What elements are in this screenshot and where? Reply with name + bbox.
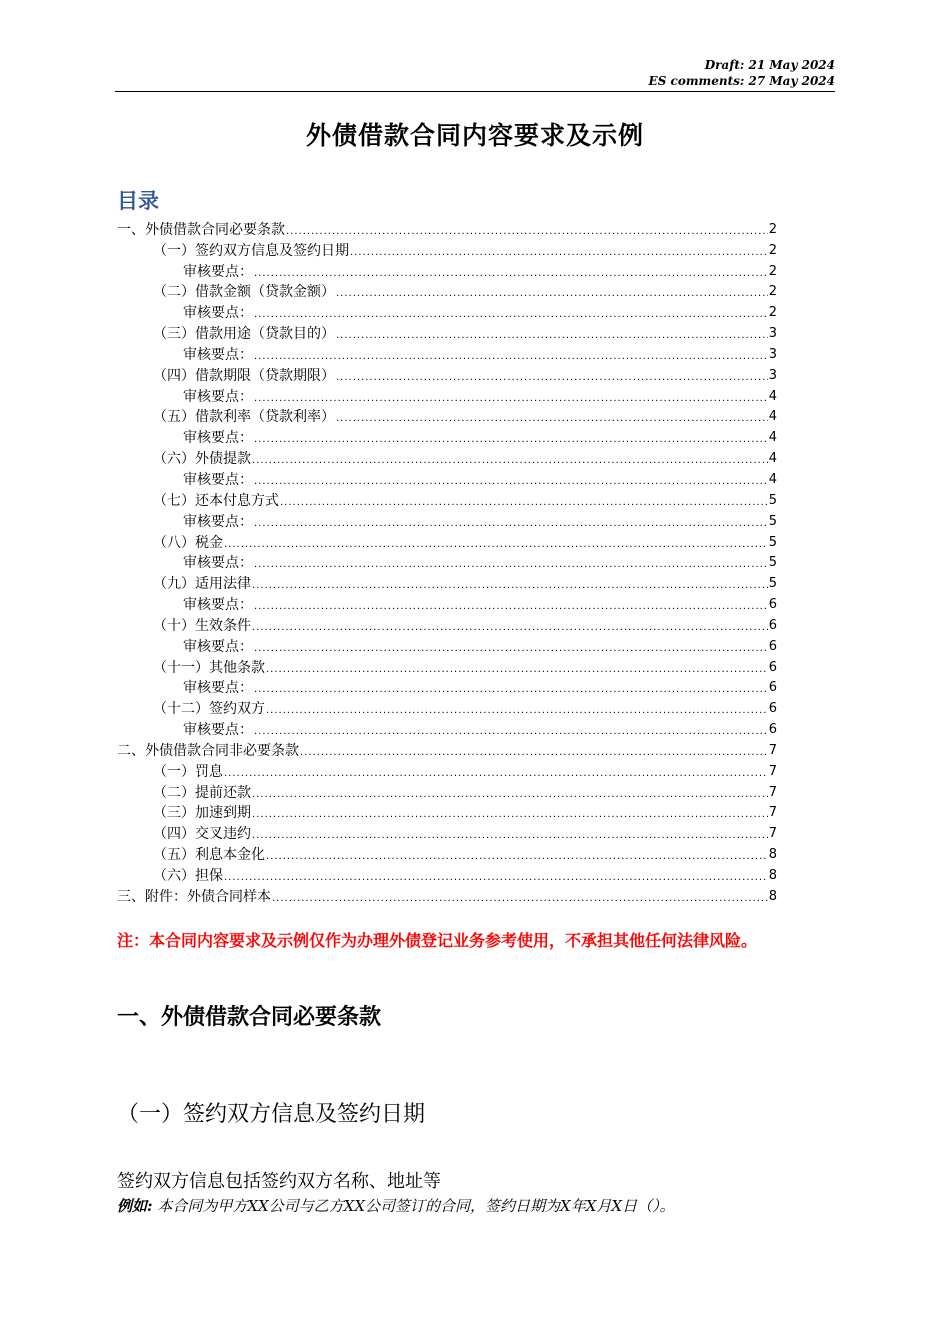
toc-entry-label: 审核要点： xyxy=(183,430,253,447)
toc-entry-label: （十一）其他条款 xyxy=(153,659,265,676)
toc-entry-label: （四）借款期限（贷款期限） xyxy=(153,367,335,384)
example-lead: 例如: xyxy=(117,1197,153,1215)
toc-entry-page: 7 xyxy=(768,763,777,779)
toc-leader-dots xyxy=(254,308,768,322)
toc-leader-dots xyxy=(254,642,768,656)
toc-entry-page: 5 xyxy=(768,492,777,508)
toc-entry[interactable] xyxy=(117,489,777,510)
toc-leader-dots xyxy=(272,892,768,906)
toc-leader-dots xyxy=(350,246,768,260)
toc-entry[interactable] xyxy=(117,656,777,677)
toc-entry-label: 二、外债借款合同非必要条款 xyxy=(117,742,299,759)
toc-entry-label: 审核要点： xyxy=(183,346,253,363)
toc-leader-dots xyxy=(254,558,768,572)
toc-entry[interactable] xyxy=(117,218,777,239)
toc-entry-label: 审核要点： xyxy=(183,388,253,405)
toc-leader-dots xyxy=(336,371,768,385)
toc-entry-page: 6 xyxy=(768,680,777,696)
toc-leader-dots xyxy=(254,600,768,614)
toc-entry[interactable] xyxy=(117,885,777,906)
toc-entry-page: 5 xyxy=(768,555,777,571)
toc-entry-page: 4 xyxy=(768,471,777,487)
toc-leader-dots xyxy=(336,329,768,343)
toc-leader-dots xyxy=(300,746,768,760)
toc-entry[interactable] xyxy=(117,468,777,489)
toc-leader-dots xyxy=(254,350,768,364)
toc-entry-page: 6 xyxy=(768,617,777,633)
toc-entry[interactable] xyxy=(117,301,777,322)
toc-entry-page: 7 xyxy=(768,742,777,758)
toc-leader-dots xyxy=(280,496,768,510)
toc-entry-label: （十）生效条件 xyxy=(153,617,251,634)
toc-entry-label: 审核要点： xyxy=(183,513,253,530)
toc-entry[interactable] xyxy=(117,343,777,364)
toc-entry-page: 3 xyxy=(768,326,777,342)
toc-entry[interactable] xyxy=(117,364,777,385)
toc-leader-dots xyxy=(336,412,768,426)
toc-entry[interactable] xyxy=(117,572,777,593)
toc-entry-page: 3 xyxy=(768,367,777,383)
toc-entry-label: （二）借款金额（贷款金额） xyxy=(153,284,335,301)
toc-entry[interactable] xyxy=(117,426,777,447)
toc-entry-page: 5 xyxy=(768,576,777,592)
toc-entry-page: 8 xyxy=(768,868,777,883)
toc-entry-page: 8 xyxy=(768,847,777,863)
toc-entry-page: 2 xyxy=(768,284,777,300)
toc-leader-dots xyxy=(224,538,768,552)
toc-entry[interactable] xyxy=(117,864,777,885)
toc-entry-page: 5 xyxy=(768,534,777,550)
toc-entry-page: 2 xyxy=(768,263,777,279)
toc-entry-page: 2 xyxy=(768,242,777,258)
toc-leader-dots xyxy=(286,225,768,239)
toc-entry[interactable] xyxy=(117,510,777,531)
toc-entry-page: 2 xyxy=(768,221,777,237)
toc-entry-page: 3 xyxy=(768,346,777,362)
table-of-contents xyxy=(117,218,777,906)
header-divider xyxy=(115,91,835,92)
toc-entry[interactable] xyxy=(117,635,777,656)
toc-entry-label: （四）交叉违约 xyxy=(153,826,251,843)
body-paragraph: 签约双方信息包括签约双方名称、地址等 xyxy=(117,1171,441,1192)
toc-entry-page: 6 xyxy=(768,659,777,675)
toc-entry-label: 审核要点： xyxy=(183,722,253,739)
toc-entry-label: （八）税金 xyxy=(153,534,223,551)
disclaimer-notice: 注：本合同内容要求及示例仅作为办理外债登记业务参考使用，不承担其他任何法律风险。 xyxy=(117,931,758,950)
toc-entry-label: （二）提前还款 xyxy=(153,784,251,801)
toc-entry-page: 4 xyxy=(768,388,777,404)
toc-entry[interactable] xyxy=(117,739,777,760)
toc-entry[interactable] xyxy=(117,281,777,302)
toc-entry-label: 审核要点： xyxy=(183,263,253,280)
toc-entry-page: 7 xyxy=(768,826,777,842)
toc-leader-dots xyxy=(252,454,768,468)
toc-leader-dots xyxy=(254,433,768,447)
toc-entry-label: （五）利息本金化 xyxy=(153,847,265,864)
toc-entry-page: 7 xyxy=(768,784,777,800)
toc-leader-dots xyxy=(224,767,768,781)
toc-entry-page: 5 xyxy=(768,513,777,529)
toc-leader-dots xyxy=(266,850,768,864)
toc-entry-label: （一）罚息 xyxy=(153,763,223,780)
toc-entry-label: （六）担保 xyxy=(153,868,223,884)
toc-entry-page: 4 xyxy=(768,409,777,425)
toc-leader-dots xyxy=(254,683,768,697)
toc-entry-page: 6 xyxy=(768,722,777,738)
toc-entry[interactable] xyxy=(117,781,777,802)
toc-leader-dots xyxy=(252,621,768,635)
toc-leader-dots xyxy=(254,475,768,489)
toc-entry[interactable] xyxy=(117,802,777,823)
toc-entry-label: （三）加速到期 xyxy=(153,805,251,822)
toc-entry-label: （六）外债提款 xyxy=(153,451,251,468)
toc-leader-dots xyxy=(252,788,768,802)
toc-entry-label: 审核要点： xyxy=(183,597,253,614)
toc-leader-dots xyxy=(266,704,768,718)
toc-entry[interactable] xyxy=(117,822,777,843)
toc-entry-label: 一、外债借款合同必要条款 xyxy=(117,221,285,238)
toc-entry[interactable] xyxy=(117,552,777,573)
toc-entry[interactable] xyxy=(117,385,777,406)
toc-entry-page: 6 xyxy=(768,597,777,613)
toc-entry[interactable] xyxy=(117,322,777,343)
toc-leader-dots xyxy=(254,267,768,281)
toc-entry[interactable] xyxy=(117,406,777,427)
toc-entry[interactable] xyxy=(117,614,777,635)
toc-entry-label: 审核要点： xyxy=(183,638,253,655)
toc-leader-dots xyxy=(254,392,768,406)
toc-entry[interactable] xyxy=(117,531,777,552)
toc-entry-label: （一）签约双方信息及签约日期 xyxy=(153,242,349,259)
toc-leader-dots xyxy=(252,579,768,593)
toc-leader-dots xyxy=(254,517,768,531)
toc-leader-dots xyxy=(336,287,768,301)
toc-entry-page: 6 xyxy=(768,638,777,654)
toc-entry[interactable] xyxy=(117,718,777,739)
example-paragraph xyxy=(117,1195,675,1216)
comments-date: ES comments: 27 May 2024 xyxy=(648,74,835,88)
toc-leader-dots xyxy=(254,725,768,739)
toc-entry-label: 审核要点： xyxy=(183,680,253,697)
toc-entry[interactable] xyxy=(117,677,777,698)
toc-entry-label: 三、附件：外债合同样本 xyxy=(117,888,271,905)
toc-heading: 目录 xyxy=(117,189,159,213)
toc-entry[interactable] xyxy=(117,843,777,864)
toc-entry-label: （七）还本付息方式 xyxy=(153,492,279,509)
draft-date: Draft: 21 May 2024 xyxy=(704,58,835,72)
subsection-heading: （一）签约双方信息及签约日期 xyxy=(117,1102,426,1127)
section-heading: 一、外债借款合同必要条款 xyxy=(117,1005,382,1030)
toc-entry-label: 审核要点： xyxy=(183,305,253,322)
toc-entry[interactable] xyxy=(117,593,777,614)
example-text: 本合同为甲方XX公司与乙方XX公司签订的合同，签约日期为X年X月X日（）。 xyxy=(152,1197,675,1215)
toc-entry-page: 6 xyxy=(768,701,777,717)
toc-entry-label: （十二）签约双方 xyxy=(153,701,265,718)
toc-entry-page: 2 xyxy=(768,305,777,321)
toc-entry-label: （三）借款用途（贷款目的） xyxy=(153,326,335,343)
toc-entry-label: （五）借款利率（贷款利率） xyxy=(153,409,335,426)
toc-entry[interactable] xyxy=(117,760,777,781)
toc-entry-label: （九）适用法律 xyxy=(153,576,251,593)
document-title: 外债借款合同内容要求及示例 xyxy=(305,121,644,150)
toc-entry-page: 4 xyxy=(768,451,777,467)
toc-leader-dots xyxy=(266,663,768,677)
toc-entry[interactable] xyxy=(117,239,777,260)
toc-entry-page: 4 xyxy=(768,430,777,446)
toc-entry-page: 7 xyxy=(768,805,777,821)
toc-leader-dots xyxy=(252,808,768,822)
toc-entry[interactable] xyxy=(117,697,777,718)
toc-entry[interactable] xyxy=(117,260,777,281)
toc-entry[interactable] xyxy=(117,447,777,468)
toc-leader-dots xyxy=(252,829,768,843)
toc-entry-page: 8 xyxy=(768,888,777,904)
toc-leader-dots xyxy=(224,871,768,885)
toc-entry-label: 审核要点： xyxy=(183,555,253,572)
toc-entry-label: 审核要点： xyxy=(183,471,253,488)
